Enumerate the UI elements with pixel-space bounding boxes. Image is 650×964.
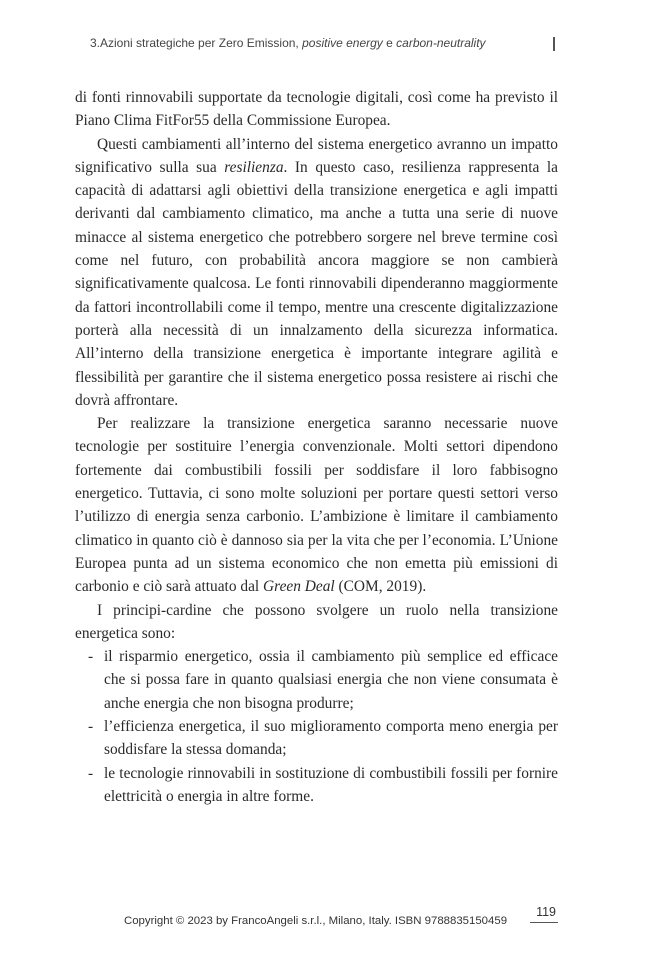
page-footer — [124, 905, 558, 933]
emphasis-term: Green Deal — [263, 578, 335, 596]
paragraph: I principi-cardine che possono svolgere un ruolo nella transizione energetica sono: — [75, 601, 558, 642]
page-number: 119 — [536, 905, 556, 919]
paragraph — [75, 412, 558, 598]
paragraph-text: . In questo caso, resilienza rappresenta la capacità di adattarsi agli obiettivi della transizione energetica e agli impatti derivanti dal cambiamento climatico, ma anche a tutta una serie di nuove minacce al sistema energetico che potrebbero sorgere nel breve termine così come nel futuro, con probabilità ancora maggiore se non cambierà significativamente qualcosa. Le fonti rinnovabili dipenderanno maggiormente da fattori incontrollabili come il tempo, mentre una crescente digitalizzazione porterà alla necessità di un innalzamento della sicurezza informatica. All’interno della transizione energetica è importante integrare agilità e flessibilità per garantire che il sistema energetico possa resistere ai rischi che dovrà affrontare. — [75, 158, 558, 409]
list-item — [88, 762, 558, 809]
paragraph-text: Questi cambiamenti all’interno del sistema energetico avranno un impatto significativo sulla sua — [75, 135, 558, 176]
bullet-dash: - — [88, 648, 94, 666]
bullet-dash: - — [88, 718, 94, 736]
principles-list — [75, 645, 558, 808]
header-text-part: 3.Azioni strategiche per Zero Emission, — [90, 36, 303, 50]
list-item-text: le tecnologie rinnovabili in sostituzione di combustibili fossili per fornire elettricità o energia in altre forme. — [104, 764, 558, 805]
paragraph: di fonti rinnovabili supportate da tecnologie digitali, così come ha previsto il Piano Clima FitFor55 della Commissione Europea. — [75, 89, 558, 130]
list-item — [88, 715, 558, 762]
header-italic-part: positive energy — [302, 36, 383, 50]
header-rule — [553, 37, 555, 51]
bullet-dash: - — [88, 764, 94, 782]
copyright-notice: Copyright © 2023 by FrancoAngeli s.r.l., Milano, Italy. ISBN 9788835150459 — [124, 915, 508, 927]
header-text-part: e — [382, 36, 397, 50]
paragraph-text: (COM, 2019). — [334, 578, 427, 596]
running-header — [90, 36, 562, 50]
paragraph-text: Per realizzare la transizione energetica saranno necessarie nuove tecnologie per sostituire l’energia convenzionale. Molti settori dipendono fortemente dai combustibili fossili per soddisfare il loro fabbisogno energetico. Tuttavia, ci sono molte soluzioni per portare questi settori verso l’utilizzo di energia senza carbonio. L’ambizione è limitare il cambiamento climatico in quanto ciò è dannoso sia per la vita che per l’economia. L’Unione Europea punta ad un sistema economico che non emetta più emissioni di carbonio e ciò sarà attuato dal — [75, 415, 558, 596]
page-number-rule — [530, 922, 558, 923]
list-item-text: il risparmio energetico, ossia il cambiamento più semplice ed efficace che si possa fare in quanto qualsiasi energia che non viene consumata è anche energia che non bisogna produrre; — [104, 648, 558, 712]
emphasis-term: resilienza — [224, 158, 284, 176]
page-body — [75, 86, 558, 808]
list-item — [88, 645, 558, 715]
header-italic-part: carbon-neutrality — [396, 36, 486, 50]
paragraph — [75, 133, 558, 413]
list-item-text: l’efficienza energetica, il suo miglioramento comporta meno energia per soddisfare la stessa domanda; — [104, 718, 558, 759]
